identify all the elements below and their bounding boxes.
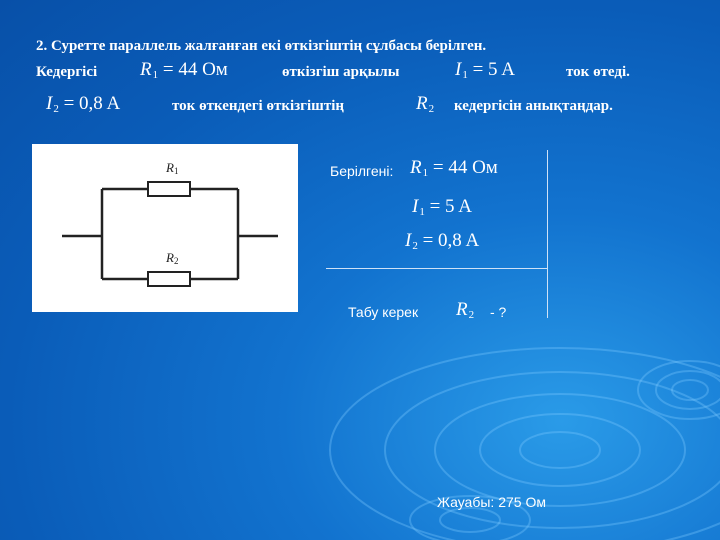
- problem-determine-resistance: кедергісін анықтаңдар.: [454, 98, 613, 114]
- circuit-diagram: [32, 144, 298, 312]
- problem-r2-symbol: $R_2$: [416, 93, 435, 115]
- answer-text: Жауабы: 275 Ом: [437, 494, 546, 510]
- given-r1: $R_1 = 44$ Ом: [410, 157, 498, 179]
- problem-r1-formula: $R_1 = 44$ Ом: [140, 59, 228, 81]
- problem-line-1: 2. Суретте параллель жалғанған екі өткізгіштің сұлбасы берілген.: [36, 38, 487, 54]
- problem-through-conductor: өткізгіш арқылы: [282, 64, 400, 80]
- resistor-r1-icon: [148, 182, 190, 196]
- find-label: Табу керек: [348, 304, 419, 320]
- given-divider-horizontal: [326, 268, 548, 269]
- given-i2: $I_2 = 0,8$ A: [405, 230, 480, 252]
- problem-resistance-label: Кедергісі: [36, 64, 98, 80]
- given-i1: $I_1 = 5$ A: [412, 196, 472, 218]
- problem-i2-formula: $I_2 = 0,8$ A: [46, 93, 121, 115]
- find-r2: $R_2$: [456, 299, 475, 321]
- resistor-r2-icon: [148, 272, 190, 286]
- find-question: - ?: [490, 304, 507, 320]
- resistor-r2-label: R2: [166, 250, 179, 266]
- problem-current-passing: ток өткендегі өткізгіштің: [172, 98, 345, 114]
- problem-i1-formula: $I_1 = 5$ A: [455, 59, 515, 81]
- resistor-r1-label: R1: [166, 160, 179, 176]
- given-label: Берілгені:: [330, 163, 394, 179]
- given-divider-vertical: [547, 150, 548, 318]
- problem-current-flows: ток өтеді.: [566, 64, 630, 80]
